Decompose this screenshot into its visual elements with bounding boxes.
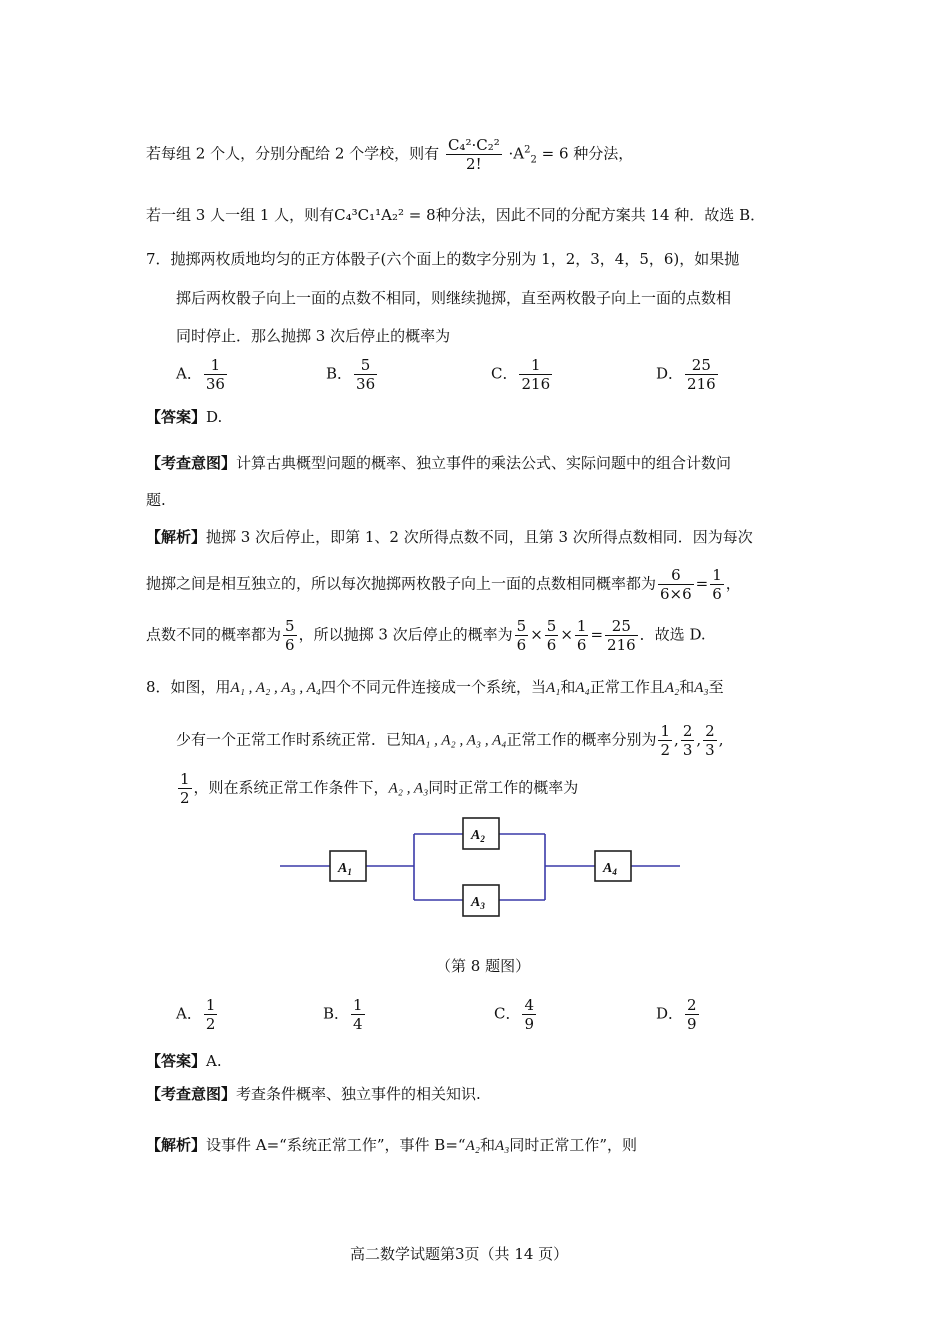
line-group-two: 若每组 2 个人，分别分配给 2 个学校，则有 $\frac{\text{C₄²·C₂²}}{2!}$ $\cdot A^2_2 = 6$ 种分法， xyxy=(146,136,634,173)
q8-option-d[interactable]: D． $\frac{2}{9}$ xyxy=(656,996,697,1033)
q7-option-d[interactable]: D． $\frac{25}{216}$ xyxy=(656,356,716,393)
q8-option-c[interactable]: C． $\frac{4}{9}$ xyxy=(494,996,535,1033)
q7-intent: 【考查意图】计算古典概型问题的概率、独立事件的乘法公式、实际问题中的组合计数问 xyxy=(146,454,732,472)
figure-caption: （第 8 题图） xyxy=(436,957,531,975)
svg-text:A2: $A_2$ xyxy=(471,828,485,844)
fraction: $\frac{\text{C₄²·C₂²}}{2!}$ xyxy=(447,136,500,173)
q8-stem-1: 8．如图，用A₁ , A₂ , A₃ , A₄四个不同元件连接成一个系统，当A₁和A₄正常工作且A₂和A₃至 xyxy=(146,678,724,696)
q8-analysis: 【解析】设事件 A=“系统正常工作”，事件 B=“A₂和A₃同时正常工作”，则 xyxy=(146,1136,638,1154)
q7-answer: 【答案】D. xyxy=(146,408,223,426)
q7-option-c[interactable]: C． $\frac{1}{216}$ xyxy=(491,356,551,393)
q8-option-b[interactable]: B． $\frac{1}{4}$ xyxy=(323,996,363,1033)
q8-stem-3: $\frac{1}{2}$ ，则在系统正常工作条件下，A₂ , A₃同时正常工作的概率为 xyxy=(180,770,579,807)
q7-stem-1: 7．抛掷两枚质地均匀的正方体骰子(六个面上的数字分别为 1，2，3，4，5，6)，如果抛 xyxy=(146,250,740,268)
svg-text:A4: $A_4$ xyxy=(603,861,617,877)
q8-stem-2: 少有一个正常工作时系统正常．已知A₁ , A₂ , A₃ , A₄正常工作的概率分别为 $\frac{1}{2}$ , $\frac{2}{3}$ , $\frac{2}{3}$ , xyxy=(176,722,724,759)
q7-analysis-1: 【解析】抛掷 3 次后停止，即第 1、2 次所得点数不同，且第 3 次所得点数相同．因为每次 xyxy=(146,528,753,546)
circuit-diagram xyxy=(280,808,680,923)
q7-intent-2: 题. xyxy=(146,491,166,509)
q7-option-a[interactable]: A． $\frac{1}{36}$ xyxy=(176,356,225,393)
page-footer: 高二数学试题第3页（共 14 页） xyxy=(350,1245,569,1263)
q7-option-b[interactable]: B． $\frac{5}{36}$ xyxy=(326,356,376,393)
q7-stem-2: 掷后两枚骰子向上一面的点数不相同，则继续抛掷，直至两枚骰子向上一面的点数相 xyxy=(176,289,732,307)
svg-text:A1: $A_1$ xyxy=(338,861,352,877)
line-group-three-one: 若一组 3 人一组 1 人，则有C₄³C₁¹A₂² = 8种分法，因此不同的分配方案共 14 种．故选 B． xyxy=(146,206,766,224)
q7-stem-3: 同时停止．那么抛掷 3 次后停止的概率为 xyxy=(176,327,451,345)
q8-option-a[interactable]: A． $\frac{1}{2}$ xyxy=(176,996,216,1033)
q7-analysis-2: 抛掷之间是相互独立的，所以每次抛掷两枚骰子向上一面的点数相同概率都为 $\frac{6}{6\times 6}$ = $\frac{1}{6}$ ， xyxy=(146,566,741,603)
q8-answer: 【答案】A. xyxy=(146,1052,222,1070)
q8-intent: 【考查意图】考查条件概率、独立事件的相关知识. xyxy=(146,1085,481,1103)
q7-analysis-3: 点数不同的概率都为 $\frac{5}{6}$ ，所以抛掷 3 次后停止的概率为 $\frac{5}{6}$ × $\frac{5}{6}$ × $\frac{1}{6}$ = $\frac{25}{216}$ ．故选 D. xyxy=(146,617,706,654)
svg-text:A3: $A_3$ xyxy=(471,895,485,911)
